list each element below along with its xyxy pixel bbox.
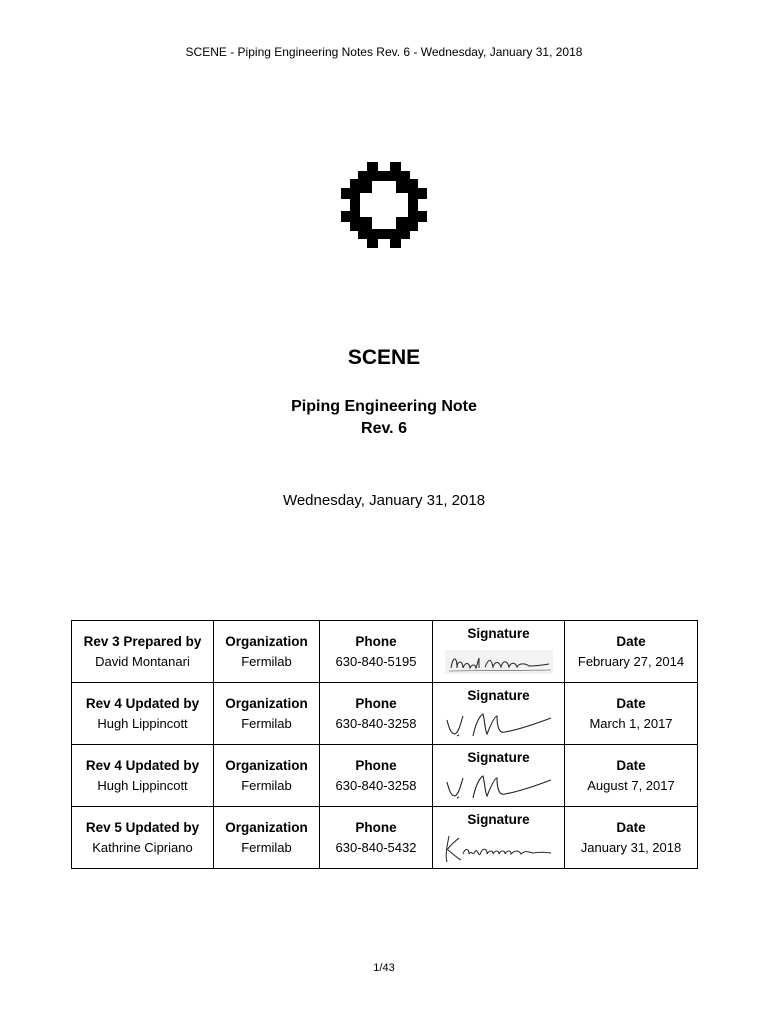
date-header: Date xyxy=(616,695,646,711)
signature-cell xyxy=(433,621,565,683)
date-cell xyxy=(565,683,698,745)
signature-image-cipriano xyxy=(439,832,559,864)
date-value: February 27, 2014 xyxy=(577,653,685,669)
date-value: August 7, 2017 xyxy=(587,777,675,793)
organization-cell xyxy=(214,621,320,683)
organization-cell xyxy=(214,683,320,745)
organization-value: Fermilab xyxy=(241,777,292,793)
signature-header: Signature xyxy=(467,626,530,641)
date-value: January 31, 2018 xyxy=(580,839,682,855)
phone-cell xyxy=(320,807,433,869)
phone-value: 630-840-5195 xyxy=(335,653,417,669)
person-name: David Montanari xyxy=(95,653,190,669)
organization-cell xyxy=(214,807,320,869)
phone-header: Phone xyxy=(355,633,397,649)
person-name: Hugh Lippincott xyxy=(97,777,188,793)
date-value: March 1, 2017 xyxy=(589,715,673,731)
signature-cell xyxy=(433,745,565,807)
date-cell xyxy=(565,745,698,807)
phone-cell xyxy=(320,621,433,683)
role-cell xyxy=(72,621,214,683)
table-row xyxy=(72,807,698,869)
running-header: SCENE - Piping Engineering Notes Rev. 6 - Wednesday, January 31, 2018 xyxy=(185,45,583,59)
signature-image-lippincott xyxy=(439,708,559,740)
role-label: Rev 4 Updated by xyxy=(85,695,200,711)
organization-cell xyxy=(214,745,320,807)
date-header: Date xyxy=(616,757,646,773)
phone-header: Phone xyxy=(355,695,397,711)
table-row xyxy=(72,745,698,807)
role-label: Rev 5 Updated by xyxy=(85,819,200,835)
role-cell xyxy=(72,683,214,745)
date-cell xyxy=(565,621,698,683)
role-cell xyxy=(72,807,214,869)
signature-cell xyxy=(433,683,565,745)
signature-image-montanari xyxy=(439,646,559,678)
signature-cell xyxy=(433,807,565,869)
phone-cell xyxy=(320,745,433,807)
organization-value: Fermilab xyxy=(241,839,292,855)
fermilab-logo-icon xyxy=(339,160,429,250)
signature-image-lippincott xyxy=(439,770,559,802)
phone-header: Phone xyxy=(355,819,397,835)
person-name: Kathrine Cipriano xyxy=(92,839,193,855)
role-label: Rev 3 Prepared by xyxy=(83,633,202,649)
person-name: Hugh Lippincott xyxy=(97,715,188,731)
organization-header: Organization xyxy=(225,695,308,711)
document-date: Wednesday, January 31, 2018 xyxy=(282,492,486,509)
organization-value: Fermilab xyxy=(241,715,292,731)
signature-header: Signature xyxy=(467,688,530,703)
organization-header: Organization xyxy=(225,819,308,835)
phone-cell xyxy=(320,683,433,745)
phone-header: Phone xyxy=(355,757,397,773)
phone-value: 630-840-3258 xyxy=(335,777,417,793)
date-header: Date xyxy=(616,633,646,649)
date-cell xyxy=(565,807,698,869)
date-header: Date xyxy=(616,819,646,835)
phone-value: 630-840-3258 xyxy=(335,715,417,731)
document-title: SCENE xyxy=(347,346,421,369)
subtitle-line-revision: Rev. 6 xyxy=(361,420,407,437)
signature-header: Signature xyxy=(467,812,530,827)
phone-value: 630-840-5432 xyxy=(335,839,417,855)
page-number: 1/43 xyxy=(373,962,395,974)
role-cell xyxy=(72,745,214,807)
signature-header: Signature xyxy=(467,750,530,765)
subtitle-line-note: Piping Engineering Note xyxy=(291,398,477,415)
fermilab-logo-svg xyxy=(339,160,429,250)
organization-value: Fermilab xyxy=(241,653,292,669)
table-row xyxy=(72,621,698,683)
table-row xyxy=(72,683,698,745)
role-label: Rev 4 Updated by xyxy=(85,757,200,773)
document-subtitle xyxy=(0,396,768,440)
organization-header: Organization xyxy=(225,757,308,773)
revision-table xyxy=(71,620,698,869)
organization-header: Organization xyxy=(225,633,308,649)
